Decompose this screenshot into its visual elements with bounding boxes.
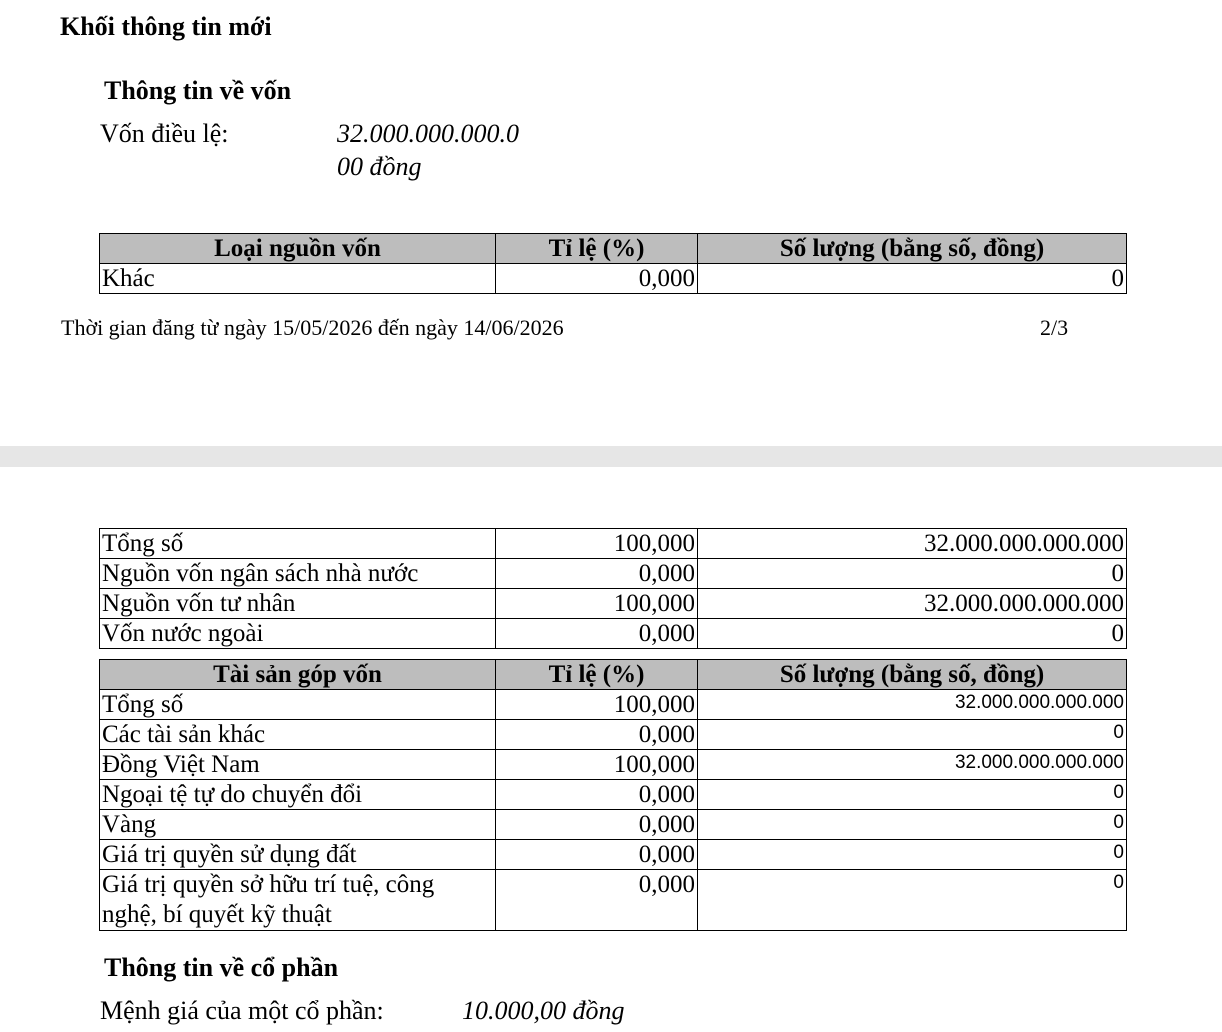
source-ratio: 0,000 [496, 559, 698, 589]
asset-ratio: 0,000 [496, 720, 698, 750]
source-name: Tổng số [100, 529, 496, 559]
asset-amount: 0 [698, 870, 1127, 931]
asset-amount: 0 [698, 780, 1127, 810]
asset-name: Đồng Việt Nam [100, 750, 496, 780]
table-row [100, 690, 1127, 720]
source-ratio: 0,000 [496, 264, 698, 294]
table-row [100, 840, 1127, 870]
asset-name: Vàng [100, 810, 496, 840]
asset-contribution-table [99, 659, 1127, 931]
asset-name: Các tài sản khác [100, 720, 496, 750]
posting-period: Thời gian đăng từ ngày 15/05/2026 đến ngày 14/06/2026 [61, 315, 564, 340]
table-row [100, 780, 1127, 810]
asset-amount: 0 [698, 810, 1127, 840]
table-row [100, 810, 1127, 840]
page-number: 2/3 [1040, 315, 1069, 340]
asset-ratio: 100,000 [496, 690, 698, 720]
table-row [100, 870, 1127, 931]
asset-name: Giá trị quyền sở hữu trí tuệ, công nghệ, bí quyết kỹ thuật [100, 870, 496, 931]
table-row [100, 720, 1127, 750]
asset-amount: 0 [698, 720, 1127, 750]
asset-ratio: 0,000 [496, 870, 698, 931]
par-value-label: Mệnh giá của một cổ phần: [100, 996, 384, 1025]
asset-amount: 32.000.000.000.000 [698, 750, 1127, 780]
asset-ratio: 0,000 [496, 810, 698, 840]
source-amount: 32.000.000.000.000 [698, 529, 1127, 559]
table-row [100, 559, 1127, 589]
column-header: Tỉ lệ (%) [496, 660, 698, 690]
column-header: Tỉ lệ (%) [496, 234, 698, 264]
table-row [100, 619, 1127, 649]
table-row [100, 264, 1127, 294]
charter-capital-value-line2: 00 đồng [337, 152, 422, 181]
asset-ratio: 100,000 [496, 750, 698, 780]
source-name: Nguồn vốn tư nhân [100, 589, 496, 619]
source-name: Khác [100, 264, 496, 294]
column-header: Loại nguồn vốn [100, 234, 496, 264]
source-ratio: 100,000 [496, 529, 698, 559]
asset-name: Tổng số [100, 690, 496, 720]
source-amount: 0 [698, 264, 1127, 294]
asset-ratio: 0,000 [496, 780, 698, 810]
asset-ratio: 0,000 [496, 840, 698, 870]
capital-source-table-continued [99, 528, 1127, 649]
capital-heading: Thông tin về vốn [104, 76, 292, 105]
source-amount: 0 [698, 559, 1127, 589]
section-title: Khối thông tin mới [60, 12, 272, 41]
source-name: Nguồn vốn ngân sách nhà nước [100, 559, 496, 589]
par-value: 10.000,00 đồng [462, 996, 625, 1025]
table-row [100, 750, 1127, 780]
table-header-row [100, 660, 1127, 690]
column-header: Tài sản góp vốn [100, 660, 496, 690]
source-ratio: 100,000 [496, 589, 698, 619]
asset-name: Giá trị quyền sử dụng đất [100, 840, 496, 870]
source-amount: 0 [698, 619, 1127, 649]
table-row [100, 589, 1127, 619]
asset-amount: 32.000.000.000.000 [698, 690, 1127, 720]
page-separator [0, 446, 1222, 467]
charter-capital-value-line1: 32.000.000.000.0 [337, 119, 519, 148]
source-amount: 32.000.000.000.000 [698, 589, 1127, 619]
capital-source-table [99, 233, 1127, 294]
charter-capital-label: Vốn điều lệ: [100, 119, 229, 148]
shares-heading: Thông tin về cổ phần [104, 953, 339, 982]
asset-amount: 0 [698, 840, 1127, 870]
table-header-row [100, 234, 1127, 264]
column-header: Số lượng (bằng số, đồng) [698, 234, 1127, 264]
column-header: Số lượng (bằng số, đồng) [698, 660, 1127, 690]
source-ratio: 0,000 [496, 619, 698, 649]
table-row [100, 529, 1127, 559]
asset-name: Ngoại tệ tự do chuyển đổi [100, 780, 496, 810]
source-name: Vốn nước ngoài [100, 619, 496, 649]
